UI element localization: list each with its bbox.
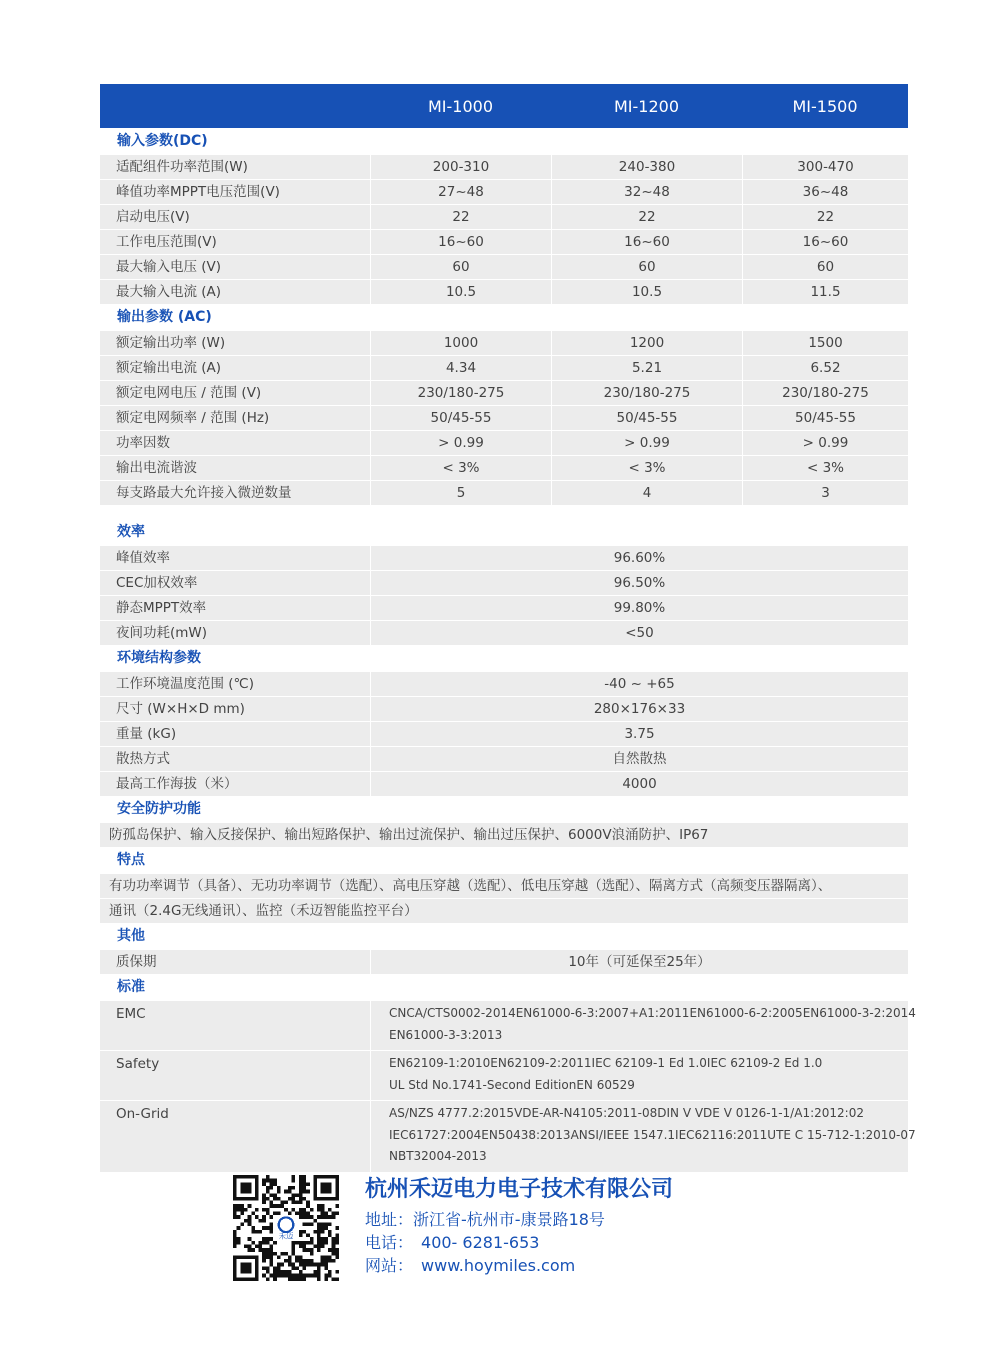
spec-value: 5.21: [551, 355, 742, 380]
spec-value: 22: [551, 204, 742, 229]
spec-value: 1500: [742, 330, 908, 355]
spec-row: [100, 204, 908, 229]
qr-code-icon: [233, 1175, 339, 1281]
spec-label: 额定电网电压 / 范围 (V): [100, 380, 370, 405]
phone-value: 400- 6281-653: [421, 1233, 540, 1252]
spec-row: [100, 405, 908, 430]
spec-label: 尺寸 (W×H×D mm): [100, 696, 370, 721]
spec-value: > 0.99: [742, 430, 908, 455]
spec-value: 96.60%: [370, 545, 908, 570]
features-line-2: 通讯（2.4G无线通讯）、监控（禾迈智能监控平台）: [100, 898, 908, 923]
spec-value: 27~48: [370, 179, 551, 204]
spec-value: 10.5: [551, 279, 742, 304]
spec-value: 280×176×33: [370, 696, 908, 721]
spec-row: [100, 595, 908, 620]
spec-value: 3: [742, 480, 908, 505]
standard-row: [100, 1100, 916, 1172]
spec-value: 4000: [370, 771, 908, 796]
model-header-row: [100, 84, 908, 128]
spec-row: [100, 254, 908, 279]
spec-value: 6.52: [742, 355, 908, 380]
spec-value: 200-310: [370, 154, 551, 179]
spec-value: 5: [370, 480, 551, 505]
spec-row: [100, 380, 908, 405]
standard-label: On-Grid: [100, 1100, 370, 1172]
spec-value: 230/180-275: [370, 380, 551, 405]
address-label: 地址：: [365, 1210, 414, 1229]
spec-value: 230/180-275: [742, 380, 908, 405]
phone-label: 电话：: [365, 1233, 414, 1252]
protection-text: 防孤岛保护、输入反接保护、输出短路保护、输出过流保护、输出过压保护、6000V浪涌防护、IP67: [100, 822, 908, 847]
spec-label: 工作电压范围(V): [100, 229, 370, 254]
spec-row: [100, 746, 908, 771]
standard-values: [370, 1100, 916, 1172]
spec-row: [100, 229, 908, 254]
spec-label: 静态MPPT效率: [100, 595, 370, 620]
spec-row: [100, 179, 908, 204]
standard-line: CNCA/CTS0002-2014EN61000-6-3:2007+A1:2011EN61000-6-2:2005EN61000-3-2:2014: [389, 1006, 916, 1020]
spec-row: [100, 696, 908, 721]
spec-value: 60: [370, 254, 551, 279]
spec-label: CEC加权效率: [100, 570, 370, 595]
header-model-mi1200: MI-1200: [613, 96, 679, 116]
spec-value: 4: [551, 480, 742, 505]
website-label: 网站：: [365, 1256, 414, 1275]
spec-value: 1200: [551, 330, 742, 355]
standard-line: EN62109-1:2010EN62109-2:2011IEC 62109-1 Ed 1.0IEC 62109-2 Ed 1.0: [389, 1056, 823, 1070]
spec-label: 最大输入电压 (V): [100, 254, 370, 279]
spec-value: 1000: [370, 330, 551, 355]
qr-logo-text: 禾迈: [278, 1231, 294, 1241]
standard-line: UL Std No.1741-Second EditionEN 60529: [389, 1077, 635, 1092]
section-title-standards: 标准: [117, 979, 145, 995]
spec-label: 峰值效率: [100, 545, 370, 570]
spec-value: 22: [370, 204, 551, 229]
spec-row: [100, 279, 908, 304]
standard-row: [100, 1000, 916, 1050]
spec-value: 32~48: [551, 179, 742, 204]
spec-value: < 3%: [742, 455, 908, 480]
spec-value: > 0.99: [551, 430, 742, 455]
spec-label: 启动电压(V): [100, 204, 370, 229]
spec-label: 每支路最大允许接入微逆数量: [100, 480, 370, 505]
spec-label: 额定输出电流 (A): [100, 355, 370, 380]
header-model-mi1000: MI-1000: [427, 96, 493, 116]
spec-row: [100, 430, 908, 455]
spec-row: [100, 455, 908, 480]
spec-value: 50/45-55: [370, 405, 551, 430]
standard-line: AS/NZS 4777.2:2015VDE-AR-N4105:2011-08DIN V VDE V 0126-1-1/A1:2012:02: [389, 1106, 864, 1120]
spec-row: [100, 480, 908, 505]
spec-value: 16~60: [742, 229, 908, 254]
spec-label: 峰值功率MPPT电压范围(V): [100, 179, 370, 204]
spec-value: 36~48: [742, 179, 908, 204]
standard-line: NBT32004-2013: [389, 1149, 487, 1163]
spec-value: 22: [742, 204, 908, 229]
spec-value: 96.50%: [370, 570, 908, 595]
spec-row: [100, 671, 908, 696]
header-model-mi1500: MI-1500: [792, 96, 858, 116]
warranty-label: 质保期: [100, 949, 370, 974]
features-line-1: 有功功率调节（具备）、无功功率调节（选配）、高电压穿越（选配）、低电压穿越（选配）、隔离方式（高频变压器隔离）、: [100, 873, 908, 898]
website-line: [365, 1253, 575, 1276]
spec-label: 夜间功耗(mW): [100, 620, 370, 645]
section-title-features: 特点: [117, 852, 145, 868]
spec-row: [100, 545, 908, 570]
spec-value: 11.5: [742, 279, 908, 304]
spec-value: 300-470: [742, 154, 908, 179]
section-title: 输入参数(DC): [117, 133, 208, 149]
spec-value: 240-380: [551, 154, 742, 179]
spec-label: 额定输出功率 (W): [100, 330, 370, 355]
warranty-row: [100, 949, 908, 974]
website-link[interactable]: www.hoymiles.com: [421, 1256, 576, 1275]
standard-label: EMC: [100, 1000, 370, 1050]
spec-value: < 3%: [370, 455, 551, 480]
standard-values: [370, 1000, 916, 1050]
spec-value: -40 ~ +65: [370, 671, 908, 696]
spec-value: < 3%: [551, 455, 742, 480]
spec-value: 99.80%: [370, 595, 908, 620]
section-title: 环境结构参数: [117, 650, 201, 666]
address-value: 浙江省-杭州市-康景路18号: [413, 1210, 605, 1229]
section-title-protection: 安全防护功能: [117, 801, 201, 817]
company-name: 杭州禾迈电力电子技术有限公司: [365, 1177, 674, 1202]
spec-value: 16~60: [370, 229, 551, 254]
spec-value: 16~60: [551, 229, 742, 254]
spec-value: 3.75: [370, 721, 908, 746]
spec-row: [100, 570, 908, 595]
section-spacer: [100, 505, 908, 519]
spec-label: 适配组件功率范围(W): [100, 154, 370, 179]
spec-value: <50: [370, 620, 908, 645]
spec-label: 重量 (kG): [100, 721, 370, 746]
section-title: 输出参数 (AC): [117, 309, 212, 325]
spec-row: [100, 771, 908, 796]
spec-label: 最高工作海拔（米）: [100, 771, 370, 796]
address-line: [365, 1207, 605, 1230]
spec-value: 60: [742, 254, 908, 279]
spec-value: > 0.99: [370, 430, 551, 455]
spec-value: 10.5: [370, 279, 551, 304]
spec-value: 50/45-55: [551, 405, 742, 430]
spec-row: [100, 154, 908, 179]
spec-row: [100, 355, 908, 380]
section-title: 效率: [117, 524, 145, 540]
section-title-other: 其他: [117, 928, 145, 944]
warranty-value: 10年（可延保至25年）: [370, 949, 908, 974]
phone-line: [365, 1230, 539, 1253]
spec-label: 散热方式: [100, 746, 370, 771]
standard-label: Safety: [100, 1050, 370, 1100]
spec-sheet: [100, 84, 916, 1172]
spec-row: [100, 330, 908, 355]
spec-value: 230/180-275: [551, 380, 742, 405]
spec-value: 50/45-55: [742, 405, 908, 430]
standard-row: [100, 1050, 908, 1100]
spec-row: [100, 721, 908, 746]
spec-row: [100, 620, 908, 645]
standards-table: [100, 1000, 916, 1172]
standard-line: EN61000-3-3:2013: [389, 1027, 503, 1042]
spec-label: 输出电流谐波: [100, 455, 370, 480]
spec-value: 自然散热: [370, 746, 908, 771]
spec-label: 工作环境温度范围 (℃): [100, 671, 370, 696]
company-footer: [233, 1172, 793, 1282]
spec-value: 60: [551, 254, 742, 279]
spec-value: 4.34: [370, 355, 551, 380]
spec-label: 功率因数: [100, 430, 370, 455]
standard-line: IEC61727:2004EN50438:2013ANSI/IEEE 1547.1IEC62116:2011UTE C 15-712-1:2010-07: [389, 1127, 916, 1142]
standard-values: [370, 1050, 908, 1100]
spec-label: 额定电网频率 / 范围 (Hz): [100, 405, 370, 430]
spec-label: 最大输入电流 (A): [100, 279, 370, 304]
